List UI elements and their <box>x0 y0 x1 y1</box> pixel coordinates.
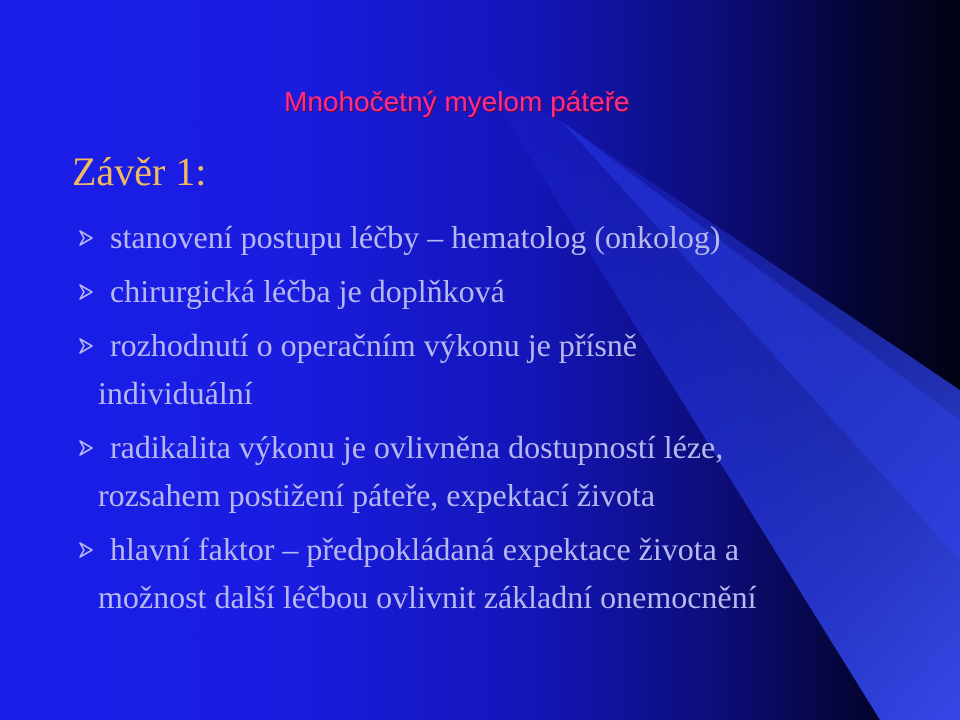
bullet-text: stanovení postupu léčby – hematolog (onkolog) <box>110 219 721 255</box>
bullet-text: chirurgická léčba je doplňková <box>110 273 505 309</box>
bullet-text-continuation: rozsahem postižení páteře, expektací života <box>98 477 656 513</box>
arrowhead-icon <box>78 284 94 300</box>
bullet-text: radikalita výkonu je ovlivněna dostupností léze, <box>110 429 724 465</box>
bullet-text-continuation: individuální <box>98 375 253 411</box>
arrowhead-icon <box>78 440 94 456</box>
bullet-text: hlavní faktor – předpokládaná expektace života a <box>110 531 740 567</box>
arrowhead-icon <box>78 230 94 246</box>
slide-title: Závěr 1: <box>72 149 207 194</box>
bullet-text-continuation: možnost další léčbou ovlivnit základní onemocnění <box>98 579 757 615</box>
bullet-item <box>78 423 878 519</box>
arrowhead-icon <box>78 542 94 558</box>
bullet-item <box>78 525 878 621</box>
bullet-text: rozhodnutí o operačním výkonu je přísně <box>110 327 637 363</box>
bullet-item <box>78 321 878 417</box>
arrowhead-icon <box>78 338 94 354</box>
bullet-list <box>78 213 878 627</box>
bullet-item <box>78 267 878 315</box>
bullet-item <box>78 213 878 261</box>
slide-header: Mnohočetný myelom páteře <box>284 86 630 117</box>
